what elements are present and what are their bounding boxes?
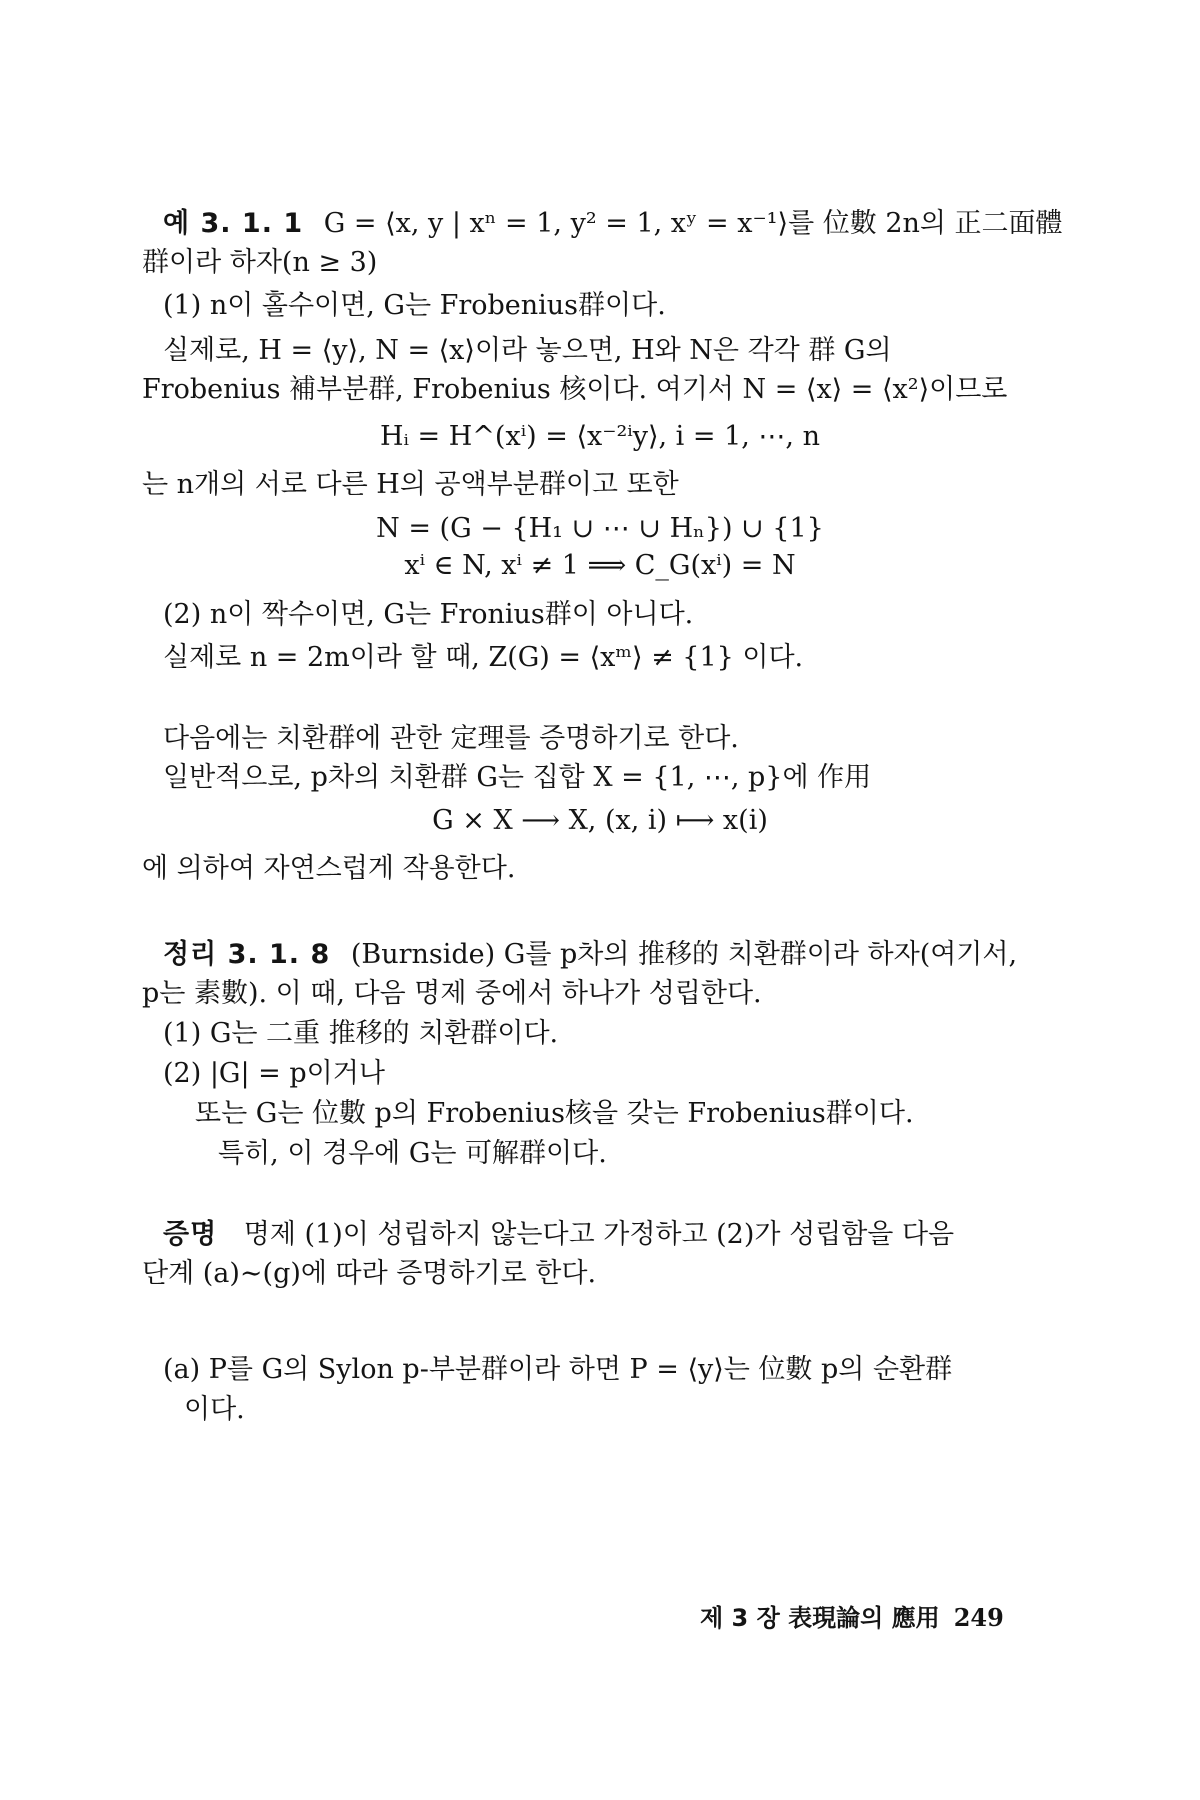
theorem-statement: (Burnside) G를 p차의 推移的 치환群이라 하자(여기서, bbox=[350, 939, 1018, 970]
equation-conjugates: Hᵢ = H^(xⁱ) = ⟨x⁻²ⁱy⟩, i = 1, ⋯, n bbox=[380, 421, 820, 452]
intro-line-2: 일반적으로, p차의 치환群 G는 집합 X = {1, ⋯, p}에 作用 bbox=[163, 762, 872, 793]
theorem-item-2-cont: 또는 G는 位數 p의 Frobenius核을 갖는 Frobenius群이다. bbox=[195, 1098, 914, 1129]
theorem-line-1 bbox=[163, 938, 1017, 972]
theorem-item-2-note: 특히, 이 경우에 G는 可解群이다. bbox=[218, 1138, 607, 1169]
example-case-1-body-3: 는 n개의 서로 다른 H의 공액부분群이고 또한 bbox=[142, 469, 679, 500]
example-line-2: 群이라 하자(n ≥ 3) bbox=[142, 247, 378, 278]
chapter-title: 제 3 장 表現論의 應用 bbox=[700, 1604, 940, 1632]
proof-label: 증명 bbox=[163, 1219, 218, 1250]
equation-centralizer: xⁱ ∈ N, xⁱ ≠ 1 ⟹ C_G(xⁱ) = N bbox=[404, 550, 796, 581]
example-statement: G = ⟨x, y | xⁿ = 1, y² = 1, xʸ = x⁻¹⟩를 位數 2n의 正二面體 bbox=[323, 208, 1063, 239]
proof-statement: 명제 (1)이 성립하지 않는다고 가정하고 (2)가 성립함을 다음 bbox=[243, 1219, 955, 1250]
equation-action: G × X ⟶ X, (x, i) ⟼ x(i) bbox=[432, 805, 768, 836]
intro-line-3: 에 의하여 자연스럽게 작용한다. bbox=[142, 853, 516, 884]
proof-step-a-line-2: 이다. bbox=[184, 1394, 245, 1425]
example-case-1-body-1: 실제로, H = ⟨y⟩, N = ⟨x⟩이라 놓으면, H와 N은 각각 群 G의 bbox=[163, 335, 892, 366]
theorem-line-2: p는 素數). 이 때, 다음 명제 중에서 하나가 성립한다. bbox=[142, 978, 762, 1009]
equation-kernel: N = (G − {H₁ ∪ ⋯ ∪ Hₙ}) ∪ {1} bbox=[376, 513, 824, 544]
proof-line-1 bbox=[163, 1218, 954, 1252]
proof-line-2: 단계 (a)∼(g)에 따라 증명하기로 한다. bbox=[142, 1258, 597, 1289]
page-footer bbox=[700, 1603, 1004, 1633]
proof-step-a-line-1: (a) P를 G의 Sylon p-부분群이라 하면 P = ⟨y⟩는 位數 p의 순환群 bbox=[163, 1354, 953, 1385]
theorem-label: 정리 3. 1. 8 bbox=[163, 939, 331, 970]
example-case-2: (2) n이 짝수이면, G는 Fronius群이 아니다. bbox=[163, 599, 694, 630]
theorem-item-1: (1) G는 二重 推移的 치환群이다. bbox=[163, 1018, 559, 1049]
example-case-1: (1) n이 홀수이면, G는 Frobenius群이다. bbox=[163, 290, 666, 321]
example-label: 예 3. 1. 1 bbox=[163, 208, 304, 239]
example-line-1 bbox=[163, 207, 1063, 241]
intro-line-1: 다음에는 치환群에 관한 定理를 증명하기로 한다. bbox=[163, 723, 739, 754]
page-number: 249 bbox=[953, 1603, 1004, 1632]
theorem-item-2: (2) |G| = p이거나 bbox=[163, 1058, 385, 1089]
example-case-1-body-2: Frobenius 補부분群, Frobenius 核이다. 여기서 N = ⟨x⟩ = ⟨x²⟩이므로 bbox=[142, 374, 1008, 405]
example-case-2-body: 실제로 n = 2m이라 할 때, Z(G) = ⟨xᵐ⟩ ≠ {1} 이다. bbox=[163, 642, 804, 673]
